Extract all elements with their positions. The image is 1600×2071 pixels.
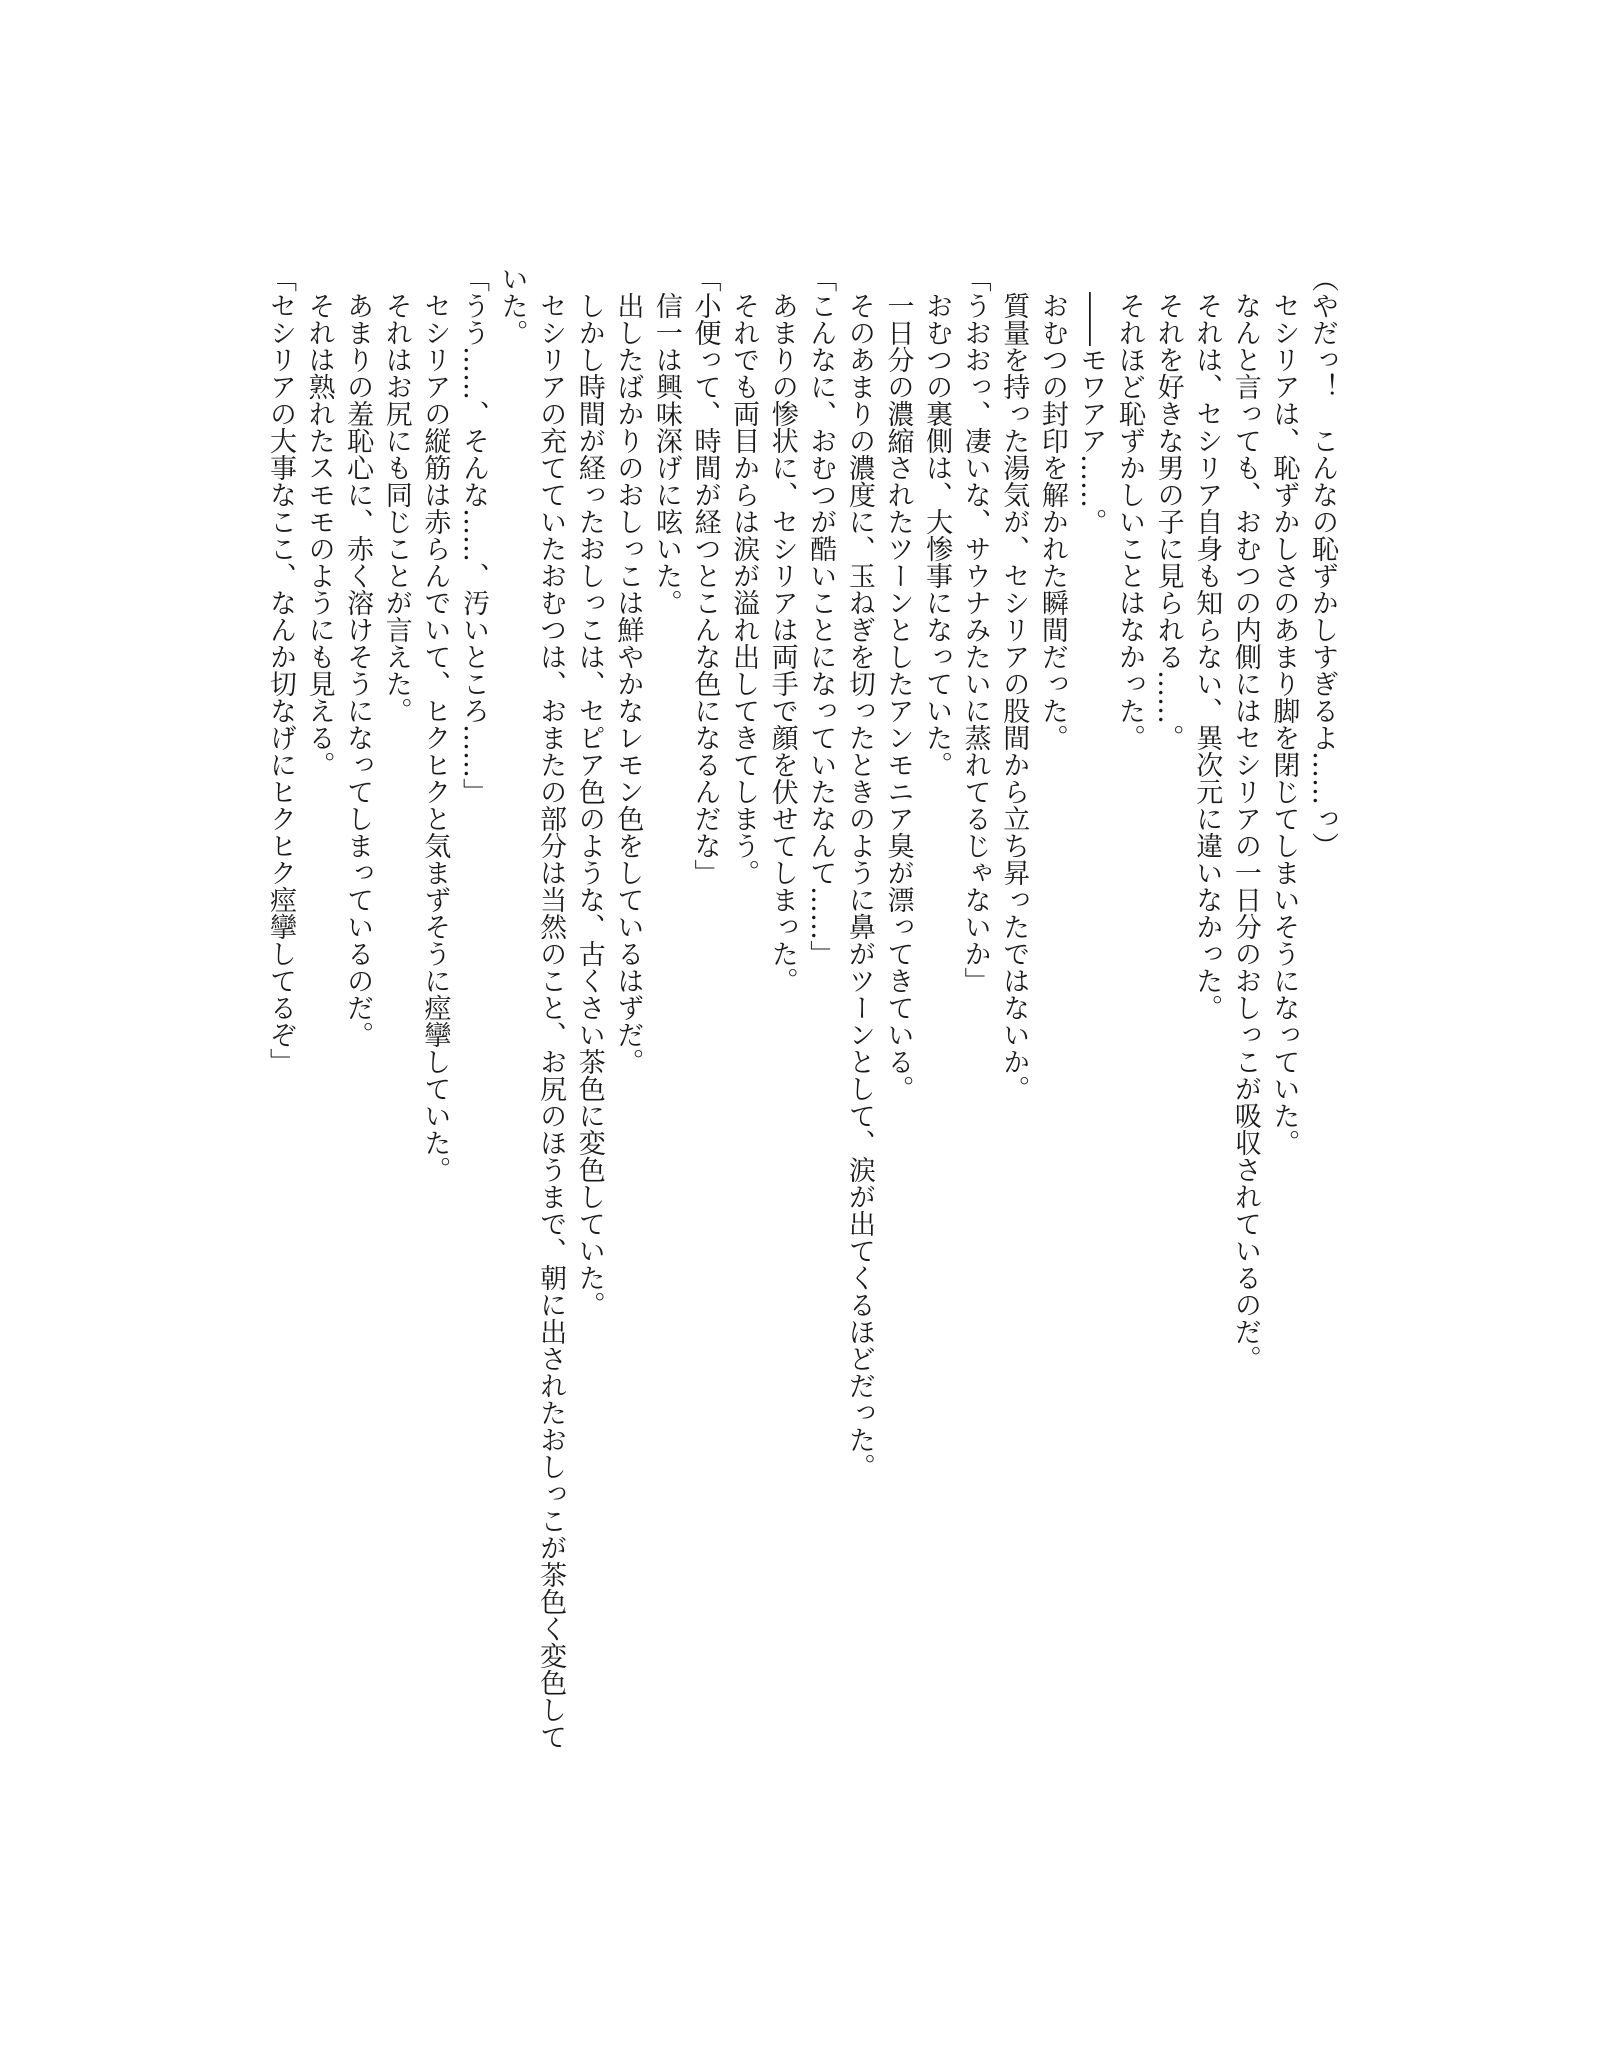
paragraph: セシリアの縦筋は赤らんでいて、ヒクヒクと気まずそうに痙攣していた。 bbox=[419, 292, 451, 1183]
paragraph: 「小便って、時間が経つとこんな色になるんだな」 bbox=[689, 265, 721, 886]
paragraph: おむつの封印を解かれた瞬間だった。 bbox=[1036, 292, 1068, 751]
paragraph: 質量を持った湯気が、セシリアの股間から立ち昇ったではないか。 bbox=[998, 292, 1030, 1102]
paragraph: 信一は興味深げに呟いた。 bbox=[650, 292, 682, 616]
paragraph: 「こんなに、おむつが酷いことになっていたなんて……」 bbox=[805, 265, 837, 967]
paragraph: なんと言っても、おむつの内側にはセシリアの一日分のおしっこが吸収されているのだ。 bbox=[1229, 292, 1261, 1372]
paragraph: おむつの裏側は、大惨事になっていた。 bbox=[921, 292, 953, 778]
paragraph: それはお尻にも同じことが言えた。 bbox=[380, 292, 412, 724]
paragraph: それは熟れたスモモのようにも見える。 bbox=[303, 292, 335, 778]
paragraph: それは、セシリア自身も知らない、異次元に違いなかった。 bbox=[1191, 292, 1223, 1021]
paragraph: あまりの惨状に、セシリアは両手で顔を伏せてしまった。 bbox=[766, 292, 798, 994]
paragraph: あまりの羞恥心に、赤く溶けそうになってしまっているのだ。 bbox=[342, 292, 374, 1048]
paragraph: セシリアは、恥ずかしさのあまり脚を閉じてしまいそうになっていた。 bbox=[1268, 292, 1300, 1156]
paragraph: 「うおおっ、凄いな、サウナみたいに蒸れてるじゃないか」 bbox=[959, 265, 991, 994]
paragraph: 一日分の濃縮されたツーンとしたアンモニア臭が漂ってきている。 bbox=[882, 292, 914, 1102]
paragraph: それを好きな男の子に見られる……。 bbox=[1152, 292, 1184, 751]
vertical-text-block bbox=[260, 265, 1341, 1755]
paragraph: それほど恥ずかしいことはなかった。 bbox=[1114, 292, 1146, 751]
paragraph: 「うう……、そんな……、汚いところ……」 bbox=[457, 265, 489, 805]
paragraph: しかし時間が経ったおしっこは、セピア色のような、古くさい茶色に変色していた。 bbox=[573, 292, 605, 1318]
paragraph: それでも両目からは涙が溢れ出してきてしまう。 bbox=[728, 292, 760, 886]
paragraph: ――モワアア……。 bbox=[1075, 292, 1107, 535]
paragraph: そのあまりの濃度に、玉ねぎを切ったときのように鼻がツーンとして、涙が出てくるほどだった。 bbox=[843, 292, 875, 1480]
paragraph: （やだっ！ こんなの恥ずかしすぎるよ……っ） bbox=[1307, 265, 1338, 859]
paragraph: 出したばかりのおしっこは鮮やかなレモン色をしているはずだ。 bbox=[612, 292, 644, 1075]
paragraph: 「セシリアの大事なここ、なんか切なげにヒクヒク痙攣してるぞ」 bbox=[264, 265, 296, 1075]
paragraph: セシリアの充てていたおむつは、おまたの部分は当然のこと、お尻のほうまで、朝に出されたおしっこが茶色く変色していた。 bbox=[496, 265, 567, 1750]
